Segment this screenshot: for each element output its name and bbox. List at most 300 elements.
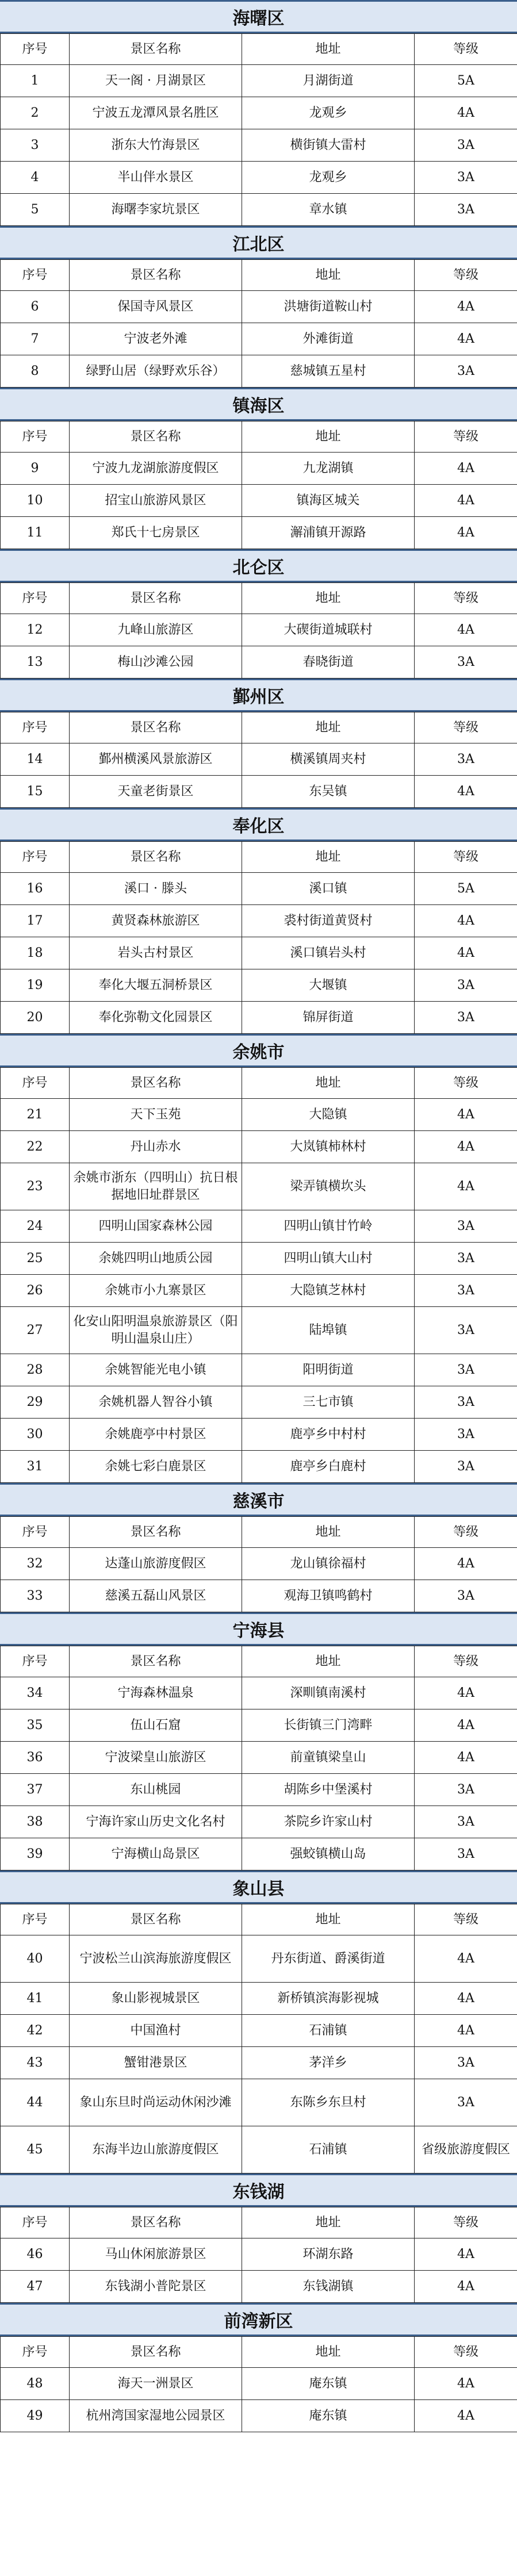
cell-grade: 4A — [415, 1742, 517, 1774]
cell-grade: 4A — [415, 323, 517, 355]
cell-no: 37 — [1, 1774, 70, 1806]
table-row — [1, 1935, 517, 1983]
column-header-name: 景区名称 — [70, 712, 242, 743]
cell-name: 宁波九龙湖旅游度假区 — [70, 453, 242, 485]
cell-grade: 3A — [415, 1419, 517, 1451]
cell-name: 四明山国家森林公园 — [70, 1210, 242, 1243]
column-header-no: 序号 — [1, 583, 70, 614]
cell-addr: 澥浦镇开源路 — [242, 517, 415, 549]
cell-grade: 4A — [415, 2400, 517, 2432]
cell-no: 36 — [1, 1742, 70, 1774]
cell-addr: 溪口镇 — [242, 873, 415, 905]
column-header-addr: 地址 — [242, 260, 415, 291]
cell-name: 马山休闲旅游景区 — [70, 2238, 242, 2271]
cell-grade: 3A — [415, 1354, 517, 1386]
table-row — [1, 2271, 517, 2303]
cell-name: 杭州湾国家湿地公园景区 — [70, 2400, 242, 2432]
column-header-addr: 地址 — [242, 1646, 415, 1677]
cell-name: 慈溪五磊山风景区 — [70, 1580, 242, 1612]
cell-name: 绿野山居（绿野欢乐谷） — [70, 355, 242, 388]
cell-name: 海天一洲景区 — [70, 2368, 242, 2400]
table-row — [1, 1307, 517, 1354]
table-row — [1, 1709, 517, 1742]
cell-addr: 鹿亭乡白鹿村 — [242, 1451, 415, 1483]
region-header: 北仑区 — [0, 549, 517, 582]
column-header-name: 景区名称 — [70, 260, 242, 291]
cell-grade: 3A — [415, 1580, 517, 1612]
table-row — [1, 1548, 517, 1580]
cell-grade: 4A — [415, 1131, 517, 1163]
cell-no: 19 — [1, 969, 70, 1002]
cell-name: 鄞州横溪风景旅游区 — [70, 743, 242, 776]
table-row — [1, 2079, 517, 2126]
cell-no: 17 — [1, 905, 70, 937]
cell-grade: 4A — [415, 1709, 517, 1742]
table-row — [1, 323, 517, 355]
cell-name: 宁波五龙潭风景名胜区 — [70, 97, 242, 129]
cell-no: 34 — [1, 1677, 70, 1709]
column-header-grade: 等级 — [415, 1068, 517, 1099]
region-header: 镇海区 — [0, 388, 517, 421]
table-row — [1, 2126, 517, 2174]
table-row — [1, 1275, 517, 1307]
cell-grade: 4A — [415, 2238, 517, 2271]
cell-grade: 4A — [415, 2271, 517, 2303]
cell-addr: 章水镇 — [242, 194, 415, 226]
region-header: 江北区 — [0, 226, 517, 259]
cell-no: 35 — [1, 1709, 70, 1742]
cell-name: 梅山沙滩公园 — [70, 646, 242, 678]
cell-name: 岩头古村景区 — [70, 937, 242, 969]
region-header: 鄞州区 — [0, 678, 517, 712]
cell-no: 22 — [1, 1131, 70, 1163]
cell-name: 九峰山旅游区 — [70, 614, 242, 646]
cell-grade: 4A — [415, 1677, 517, 1709]
table-row — [1, 1580, 517, 1612]
cell-addr: 大碶街道城联村 — [242, 614, 415, 646]
table-row — [1, 129, 517, 162]
cell-no: 12 — [1, 614, 70, 646]
cell-addr: 四明山镇甘竹岭 — [242, 1210, 415, 1243]
column-header-no: 序号 — [1, 1646, 70, 1677]
column-header-grade: 等级 — [415, 583, 517, 614]
region-table — [0, 712, 517, 808]
cell-no: 5 — [1, 194, 70, 226]
cell-grade: 3A — [415, 646, 517, 678]
column-header-addr: 地址 — [242, 421, 415, 453]
cell-grade: 3A — [415, 2079, 517, 2126]
cell-addr: 春晓街道 — [242, 646, 415, 678]
cell-grade: 3A — [415, 1210, 517, 1243]
cell-no: 32 — [1, 1548, 70, 1580]
cell-grade: 4A — [415, 517, 517, 549]
table-row — [1, 646, 517, 678]
cell-no: 20 — [1, 1002, 70, 1034]
column-header-no: 序号 — [1, 712, 70, 743]
column-header-addr: 地址 — [242, 2207, 415, 2238]
cell-name: 伍山石窟 — [70, 1709, 242, 1742]
cell-no: 40 — [1, 1935, 70, 1983]
cell-no: 15 — [1, 776, 70, 808]
cell-name: 丹山赤水 — [70, 1131, 242, 1163]
cell-name: 余姚鹿亭中村景区 — [70, 1419, 242, 1451]
cell-no: 39 — [1, 1838, 70, 1870]
cell-addr: 丹东街道、爵溪街道 — [242, 1935, 415, 1983]
column-header-addr: 地址 — [242, 1904, 415, 1935]
cell-no: 24 — [1, 1210, 70, 1243]
table-row — [1, 1131, 517, 1163]
column-header-addr: 地址 — [242, 34, 415, 65]
cell-addr: 陆埠镇 — [242, 1307, 415, 1354]
column-header-grade: 等级 — [415, 712, 517, 743]
column-header-grade: 等级 — [415, 421, 517, 453]
cell-addr: 长街镇三门湾畔 — [242, 1709, 415, 1742]
cell-grade: 4A — [415, 485, 517, 517]
column-header-row — [1, 712, 517, 743]
cell-no: 16 — [1, 873, 70, 905]
cell-addr: 新桥镇滨海影视城 — [242, 1983, 415, 2015]
region-header: 慈溪市 — [0, 1483, 517, 1516]
cell-addr: 横街镇大雷村 — [242, 129, 415, 162]
cell-no: 18 — [1, 937, 70, 969]
table-row — [1, 291, 517, 323]
region-table — [0, 2207, 517, 2303]
cell-name: 奉化大堰五洞桥景区 — [70, 969, 242, 1002]
cell-addr: 慈城镇五星村 — [242, 355, 415, 388]
column-header-addr: 地址 — [242, 1517, 415, 1548]
region-table — [0, 582, 517, 678]
column-header-name: 景区名称 — [70, 1904, 242, 1935]
region-header: 余姚市 — [0, 1034, 517, 1067]
table-row — [1, 1838, 517, 1870]
cell-name: 招宝山旅游风景区 — [70, 485, 242, 517]
cell-addr: 龙山镇徐福村 — [242, 1548, 415, 1580]
cell-no: 25 — [1, 1243, 70, 1275]
cell-addr: 鹿亭乡中村村 — [242, 1419, 415, 1451]
table-row — [1, 873, 517, 905]
column-header-row — [1, 1904, 517, 1935]
table-row — [1, 1243, 517, 1275]
cell-name: 宁海森林温泉 — [70, 1677, 242, 1709]
cell-name: 奉化弥勒文化园景区 — [70, 1002, 242, 1034]
cell-no: 21 — [1, 1099, 70, 1131]
column-header-no: 序号 — [1, 421, 70, 453]
region-table — [0, 421, 517, 549]
table-row — [1, 1002, 517, 1034]
cell-name: 浙东大竹海景区 — [70, 129, 242, 162]
cell-no: 31 — [1, 1451, 70, 1483]
table-row — [1, 194, 517, 226]
cell-name: 宁波松兰山滨海旅游度假区 — [70, 1935, 242, 1983]
cell-grade: 4A — [415, 1163, 517, 1210]
cell-name: 溪口 · 滕头 — [70, 873, 242, 905]
cell-addr: 梁弄镇横坎头 — [242, 1163, 415, 1210]
column-header-name: 景区名称 — [70, 2337, 242, 2368]
cell-no: 29 — [1, 1386, 70, 1419]
cell-no: 27 — [1, 1307, 70, 1354]
cell-no: 4 — [1, 162, 70, 194]
table-row — [1, 2238, 517, 2271]
cell-name: 余姚市小九寨景区 — [70, 1275, 242, 1307]
cell-grade: 4A — [415, 905, 517, 937]
cell-name: 中国渔村 — [70, 2015, 242, 2047]
column-header-grade: 等级 — [415, 842, 517, 873]
column-header-no: 序号 — [1, 2207, 70, 2238]
column-header-row — [1, 1646, 517, 1677]
cell-grade: 3A — [415, 1806, 517, 1838]
table-row — [1, 1451, 517, 1483]
cell-name: 宁海横山岛景区 — [70, 1838, 242, 1870]
table-row — [1, 453, 517, 485]
cell-name: 天一阁 · 月湖景区 — [70, 65, 242, 97]
cell-name: 宁波梁皇山旅游区 — [70, 1742, 242, 1774]
cell-grade: 3A — [415, 1774, 517, 1806]
cell-name: 余姚智能光电小镇 — [70, 1354, 242, 1386]
cell-addr: 溪口镇岩头村 — [242, 937, 415, 969]
cell-addr: 胡陈乡中堡溪村 — [242, 1774, 415, 1806]
cell-no: 43 — [1, 2047, 70, 2079]
cell-addr: 观海卫镇鸣鹤村 — [242, 1580, 415, 1612]
cell-no: 13 — [1, 646, 70, 678]
column-header-addr: 地址 — [242, 712, 415, 743]
table-row — [1, 1099, 517, 1131]
cell-no: 6 — [1, 291, 70, 323]
cell-addr: 月湖街道 — [242, 65, 415, 97]
column-header-addr: 地址 — [242, 842, 415, 873]
cell-grade: 4A — [415, 776, 517, 808]
cell-grade: 3A — [415, 1451, 517, 1483]
cell-addr: 大岚镇柿林村 — [242, 1131, 415, 1163]
column-header-name: 景区名称 — [70, 1068, 242, 1099]
cell-no: 23 — [1, 1163, 70, 1210]
table-row — [1, 517, 517, 549]
cell-no: 46 — [1, 2238, 70, 2271]
column-header-row — [1, 1068, 517, 1099]
column-header-row — [1, 260, 517, 291]
cell-no: 2 — [1, 97, 70, 129]
cell-grade: 3A — [415, 1243, 517, 1275]
cell-no: 38 — [1, 1806, 70, 1838]
cell-name: 宁海许家山历史文化名村 — [70, 1806, 242, 1838]
table-row — [1, 1677, 517, 1709]
cell-name: 余姚四明山地质公园 — [70, 1243, 242, 1275]
cell-addr: 大隐镇 — [242, 1099, 415, 1131]
cell-addr: 锦屏街道 — [242, 1002, 415, 1034]
cell-no: 42 — [1, 2015, 70, 2047]
cell-name: 东海半边山旅游度假区 — [70, 2126, 242, 2174]
cell-name: 东山桃园 — [70, 1774, 242, 1806]
column-header-no: 序号 — [1, 34, 70, 65]
cell-grade: 4A — [415, 1935, 517, 1983]
column-header-grade: 等级 — [415, 1517, 517, 1548]
column-header-no: 序号 — [1, 1517, 70, 1548]
cell-name: 象山东旦时尚运动休闲沙滩 — [70, 2079, 242, 2126]
table-row — [1, 1742, 517, 1774]
table-row — [1, 97, 517, 129]
region-table — [0, 1067, 517, 1483]
region-table — [0, 33, 517, 226]
column-header-grade: 等级 — [415, 34, 517, 65]
cell-grade: 4A — [415, 453, 517, 485]
cell-grade: 省级旅游度假区 — [415, 2126, 517, 2174]
table-row — [1, 355, 517, 388]
cell-addr: 东吴镇 — [242, 776, 415, 808]
region-table — [0, 1646, 517, 1870]
cell-addr: 庵东镇 — [242, 2400, 415, 2432]
column-header-grade: 等级 — [415, 1646, 517, 1677]
cell-name: 宁波老外滩 — [70, 323, 242, 355]
column-header-name: 景区名称 — [70, 1646, 242, 1677]
cell-name: 保国寺风景区 — [70, 291, 242, 323]
cell-addr: 庵东镇 — [242, 2368, 415, 2400]
table-row — [1, 1806, 517, 1838]
cell-addr: 深甽镇南溪村 — [242, 1677, 415, 1709]
cell-addr: 龙观乡 — [242, 162, 415, 194]
table-row — [1, 485, 517, 517]
cell-name: 余姚机器人智谷小镇 — [70, 1386, 242, 1419]
cell-addr: 外滩街道 — [242, 323, 415, 355]
table-row — [1, 969, 517, 1002]
cell-name: 半山伴水景区 — [70, 162, 242, 194]
column-header-no: 序号 — [1, 260, 70, 291]
cell-name: 蟹钳港景区 — [70, 2047, 242, 2079]
cell-addr: 大堰镇 — [242, 969, 415, 1002]
cell-no: 49 — [1, 2400, 70, 2432]
table-row — [1, 905, 517, 937]
cell-addr: 强蛟镇横山岛 — [242, 1838, 415, 1870]
table-row — [1, 162, 517, 194]
table-row — [1, 1354, 517, 1386]
cell-grade: 3A — [415, 1386, 517, 1419]
cell-addr: 龙观乡 — [242, 97, 415, 129]
column-header-no: 序号 — [1, 2337, 70, 2368]
cell-no: 10 — [1, 485, 70, 517]
column-header-name: 景区名称 — [70, 842, 242, 873]
column-header-grade: 等级 — [415, 2207, 517, 2238]
column-header-grade: 等级 — [415, 2337, 517, 2368]
region-header: 东钱湖 — [0, 2174, 517, 2207]
column-header-no: 序号 — [1, 842, 70, 873]
cell-no: 47 — [1, 2271, 70, 2303]
cell-no: 1 — [1, 65, 70, 97]
column-header-name: 景区名称 — [70, 583, 242, 614]
cell-grade: 3A — [415, 129, 517, 162]
table-row — [1, 1163, 517, 1210]
cell-grade: 4A — [415, 2368, 517, 2400]
cell-addr: 三七市镇 — [242, 1386, 415, 1419]
cell-grade: 3A — [415, 1307, 517, 1354]
region-header: 奉化区 — [0, 808, 517, 841]
cell-grade: 4A — [415, 1099, 517, 1131]
cell-grade: 4A — [415, 291, 517, 323]
cell-no: 14 — [1, 743, 70, 776]
cell-no: 26 — [1, 1275, 70, 1307]
cell-addr: 东陈乡东旦村 — [242, 2079, 415, 2126]
cell-no: 44 — [1, 2079, 70, 2126]
cell-addr: 茶院乡许家山村 — [242, 1806, 415, 1838]
column-header-grade: 等级 — [415, 1904, 517, 1935]
cell-addr: 镇海区城关 — [242, 485, 415, 517]
cell-grade: 3A — [415, 1838, 517, 1870]
cell-addr: 前童镇梁皇山 — [242, 1742, 415, 1774]
cell-grade: 5A — [415, 65, 517, 97]
cell-grade: 4A — [415, 1548, 517, 1580]
cell-name: 天童老街景区 — [70, 776, 242, 808]
cell-grade: 4A — [415, 937, 517, 969]
column-header-addr: 地址 — [242, 583, 415, 614]
cell-no: 45 — [1, 2126, 70, 2174]
cell-addr: 九龙湖镇 — [242, 453, 415, 485]
cell-no: 9 — [1, 453, 70, 485]
table-row — [1, 1774, 517, 1806]
column-header-row — [1, 34, 517, 65]
column-header-no: 序号 — [1, 1068, 70, 1099]
region-table — [0, 841, 517, 1034]
column-header-addr: 地址 — [242, 1068, 415, 1099]
table-row — [1, 2047, 517, 2079]
region-header: 象山县 — [0, 1870, 517, 1904]
table-row — [1, 1419, 517, 1451]
table-row — [1, 1210, 517, 1243]
cell-name: 东钱湖小普陀景区 — [70, 2271, 242, 2303]
cell-name: 天下玉苑 — [70, 1099, 242, 1131]
table-row — [1, 2015, 517, 2047]
table-row — [1, 776, 517, 808]
region-table — [0, 259, 517, 388]
region-table — [0, 2336, 517, 2432]
cell-grade: 3A — [415, 1002, 517, 1034]
table-row — [1, 65, 517, 97]
table-row — [1, 1983, 517, 2015]
cell-no: 30 — [1, 1419, 70, 1451]
table-row — [1, 2368, 517, 2400]
cell-grade: 4A — [415, 2015, 517, 2047]
cell-grade: 3A — [415, 1275, 517, 1307]
cell-name: 黄贤森林旅游区 — [70, 905, 242, 937]
column-header-row — [1, 1517, 517, 1548]
region-table — [0, 1516, 517, 1612]
column-header-addr: 地址 — [242, 2337, 415, 2368]
cell-addr: 裘村街道黄贤村 — [242, 905, 415, 937]
table-row — [1, 937, 517, 969]
cell-name: 象山影视城景区 — [70, 1983, 242, 2015]
cell-addr: 洪塘街道鞍山村 — [242, 291, 415, 323]
column-header-name: 景区名称 — [70, 34, 242, 65]
cell-addr: 阳明街道 — [242, 1354, 415, 1386]
cell-addr: 茅洋乡 — [242, 2047, 415, 2079]
cell-name: 海曙李家坑景区 — [70, 194, 242, 226]
column-header-name: 景区名称 — [70, 2207, 242, 2238]
cell-grade: 5A — [415, 873, 517, 905]
table-row — [1, 743, 517, 776]
cell-no: 48 — [1, 2368, 70, 2400]
column-header-row — [1, 842, 517, 873]
column-header-row — [1, 421, 517, 453]
cell-grade: 3A — [415, 743, 517, 776]
cell-grade: 4A — [415, 1983, 517, 2015]
cell-no: 11 — [1, 517, 70, 549]
cell-name: 余姚市浙东（四明山）抗日根据地旧址群景区 — [70, 1163, 242, 1210]
cell-no: 41 — [1, 1983, 70, 2015]
cell-addr: 石浦镇 — [242, 2015, 415, 2047]
cell-addr: 环湖东路 — [242, 2238, 415, 2271]
table-row — [1, 1386, 517, 1419]
cell-name: 余姚七彩白鹿景区 — [70, 1451, 242, 1483]
column-header-grade: 等级 — [415, 260, 517, 291]
region-table — [0, 1904, 517, 2174]
column-header-name: 景区名称 — [70, 1517, 242, 1548]
cell-name: 郑氏十七房景区 — [70, 517, 242, 549]
